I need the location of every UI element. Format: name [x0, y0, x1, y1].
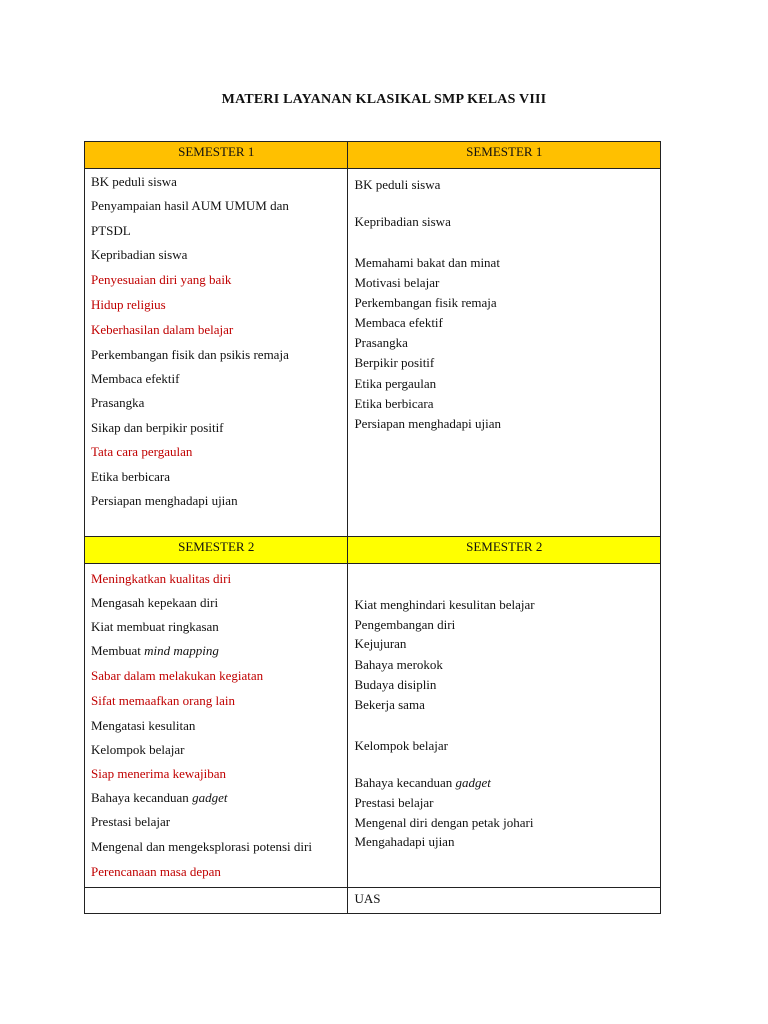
topic-item — [354, 617, 455, 633]
topic-text: Prestasi belajar — [91, 814, 171, 829]
topic-text: Perkembangan fisik dan psikis remaja — [91, 347, 289, 362]
topic-item — [354, 697, 424, 713]
topic-item — [354, 815, 533, 831]
topic-item — [91, 347, 289, 363]
topic-text: Bahaya kecanduan — [91, 790, 193, 805]
topic-text: Motivasi belajar — [354, 275, 440, 290]
topic-text: Bahaya kecanduan — [354, 775, 456, 790]
topic-text: Etika pergaulan — [354, 376, 437, 391]
topic-text: Etika berbicara — [91, 469, 171, 484]
topic-item — [354, 636, 406, 652]
topic-text: Membaca efektif — [91, 371, 180, 386]
topic-item — [354, 834, 454, 850]
topic-italic-term: gadget — [192, 790, 228, 805]
semester-2-left-header: SEMESTER 2 — [85, 537, 348, 564]
topic-text: BK peduli siswa — [354, 177, 441, 192]
topic-item — [91, 864, 221, 880]
topic-text: Bahaya merokok — [354, 657, 443, 672]
topic-text: Berpikir positif — [354, 355, 435, 370]
topic-text: Etika berbicara — [354, 396, 434, 411]
topic-text: PTSDL — [91, 223, 131, 238]
topic-text: Penyampaian hasil AUM UMUM dan — [91, 198, 289, 213]
topic-text: Persiapan menghadapi ujian — [354, 416, 502, 431]
topic-text: Prestasi belajar — [354, 795, 434, 810]
topic-item — [354, 795, 433, 811]
topic-text: Penyesuaian diri yang baik — [91, 272, 232, 287]
topic-item — [354, 355, 434, 371]
footer-right-cell — [348, 888, 661, 914]
topic-item — [354, 677, 436, 693]
topic-item — [91, 668, 263, 684]
topic-item — [91, 198, 289, 214]
topic-item — [91, 595, 218, 611]
topic-item — [91, 420, 224, 436]
semester-1-left-cell — [85, 169, 348, 537]
topic-text: Kejujuran — [354, 636, 407, 651]
topic-text: BK peduli siswa — [91, 174, 177, 189]
topic-text: Sifat memaafkan orang lain — [91, 693, 236, 708]
topic-item — [91, 174, 177, 190]
topic-text: Bekerja sama — [354, 697, 425, 712]
topic-text: Persiapan menghadapi ujian — [91, 493, 238, 508]
topic-item — [91, 297, 166, 313]
topic-text: Sabar dalam melakukan kegiatan — [91, 668, 264, 683]
topic-item — [354, 255, 499, 271]
document-title: MATERI LAYANAN KLASIKAL SMP KELAS VIII — [221, 92, 547, 107]
topic-item — [91, 469, 170, 485]
topic-text: Tata cara pergaulan — [91, 444, 193, 459]
topic-text: Mengenal dan mengeksplorasi potensi diri — [91, 839, 312, 854]
semester-1-body-row — [85, 169, 661, 537]
topic-text: Prasangka — [91, 395, 145, 410]
topic-text: Hidup religius — [91, 297, 166, 312]
topic-item — [91, 322, 233, 338]
topic-text: Kelompok belajar — [354, 738, 448, 753]
topic-text: Perencanaan masa depan — [91, 864, 221, 879]
topic-italic-term: gadget — [455, 775, 491, 790]
semester-1-left-header: SEMESTER 1 — [85, 142, 348, 169]
topic-text: Budaya disiplin — [354, 677, 437, 692]
topic-text: Pengembangan diri — [354, 617, 456, 632]
semester-2-header-row — [85, 537, 661, 564]
topic-item — [91, 790, 227, 806]
topic-text: Mengatasi kesulitan — [91, 718, 196, 733]
semester-2-right-header: SEMESTER 2 — [348, 537, 661, 564]
topic-text: Mengasah kepekaan diri — [91, 595, 219, 610]
topic-item — [91, 371, 179, 387]
topic-item — [91, 718, 195, 734]
topic-item — [354, 657, 442, 673]
topic-text: Mengenal diri dengan petak johari — [354, 815, 534, 830]
topic-item — [354, 177, 440, 193]
topic-text: Keberhasilan dalam belajar — [91, 322, 234, 337]
topic-item — [91, 643, 219, 659]
semester-1-right-header: SEMESTER 1 — [348, 142, 661, 169]
topic-item — [354, 315, 442, 331]
topic-item — [91, 839, 312, 855]
topic-item — [91, 247, 187, 263]
topic-text: Sikap dan berpikir positif — [91, 420, 224, 435]
topic-item — [354, 597, 534, 613]
topic-item — [91, 571, 231, 587]
topic-item — [91, 814, 170, 830]
topic-item — [91, 742, 185, 758]
footer-row — [85, 888, 661, 914]
semester-1-header-row — [85, 142, 661, 169]
topic-text: Membuat — [91, 643, 145, 658]
topic-item — [91, 444, 192, 460]
semester-2-body-row — [85, 564, 661, 888]
topic-item — [91, 223, 131, 239]
topic-item — [354, 396, 433, 412]
semester-1-right-cell — [348, 169, 661, 537]
topic-text: Prasangka — [354, 335, 408, 350]
topic-text: Mengahadapi ujian — [354, 834, 455, 849]
topic-item — [354, 416, 501, 432]
topic-text: Kiat menghindari kesulitan belajar — [354, 597, 535, 612]
topic-text: Kiat membuat ringkasan — [91, 619, 219, 634]
topic-text: Memahami bakat dan minat — [354, 255, 500, 270]
topic-text: Kepribadian siswa — [354, 214, 451, 229]
semester-2-left-cell — [85, 564, 348, 888]
topic-text: Meningkatkan kualitas diri — [91, 571, 232, 586]
materi-table — [84, 141, 661, 914]
topic-item — [91, 693, 235, 709]
topic-italic-term: mind mapping — [144, 643, 219, 658]
topic-item — [91, 766, 226, 782]
uas-label: UAS — [354, 891, 381, 906]
topic-item — [354, 335, 407, 351]
topic-text: Membaca efektif — [354, 315, 443, 330]
topic-item — [354, 295, 496, 311]
topic-item — [91, 272, 231, 288]
topic-text: Kelompok belajar — [91, 742, 185, 757]
topic-item — [354, 775, 490, 791]
topic-item — [354, 214, 450, 230]
semester-2-right-cell — [348, 564, 661, 888]
footer-left-cell — [85, 888, 348, 914]
topic-text: Perkembangan fisik remaja — [354, 295, 497, 310]
topic-item — [91, 493, 238, 509]
topic-item — [354, 738, 448, 754]
topic-text: Siap menerima kewajiban — [91, 766, 227, 781]
topic-item — [354, 275, 439, 291]
topic-text: Kepribadian siswa — [91, 247, 188, 262]
topic-item — [91, 395, 144, 411]
topic-item — [91, 619, 219, 635]
topic-item — [354, 376, 436, 392]
